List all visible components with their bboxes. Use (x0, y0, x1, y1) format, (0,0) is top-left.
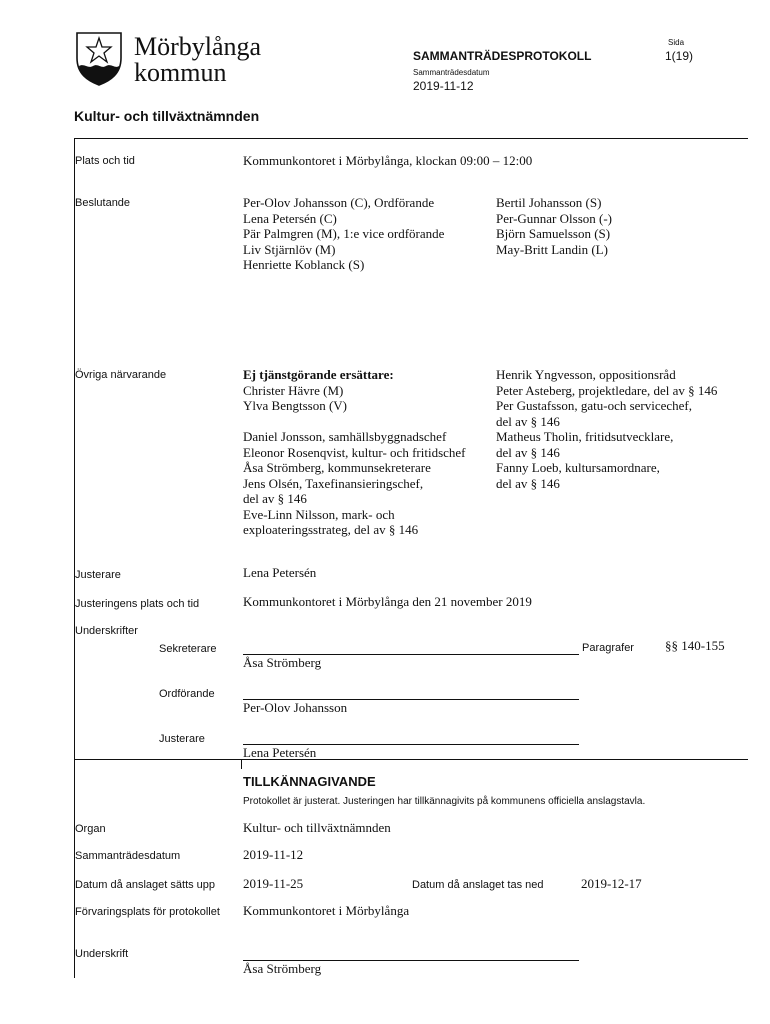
list-item: Matheus Tholin, fritidsutvecklare, (496, 429, 674, 444)
list-item: exploateringsstrateg, del av § 146 (243, 522, 419, 537)
beslutande-left-list (243, 195, 444, 273)
forvaring-label: Förvaringsplats för protokollet (75, 906, 220, 918)
list-item: Jens Olsén, Taxefinansieringschef, (243, 475, 424, 491)
paragrafer-label: Paragrafer (582, 642, 634, 654)
page-number: 1(19) (665, 49, 694, 63)
organ-value: Kultur- och tillväxtnämnden (243, 820, 391, 835)
list-item: del av § 146 (496, 413, 560, 429)
logo-line-2: kommun (134, 58, 227, 87)
list-item: Per Gustafsson, gatu-och servicechef, (496, 398, 693, 413)
list-item: Pär Palmgren (M), 1:e vice ordförande (243, 226, 445, 241)
list-item: del av § 146 (243, 491, 307, 506)
list-item: Henriette Koblanck (S) (243, 257, 365, 272)
forvaring-value: Kommunkontoret i Mörbylånga (243, 903, 410, 918)
list-item: Ylva Bengtsson (V) (243, 398, 347, 413)
beslutande-label: Beslutande (75, 197, 131, 209)
municipality-logo (74, 30, 274, 90)
tillkannagivande-text: Protokollet är justerat. Justeringen har tillkännagivits på kommunens officiella anslagstavla. (243, 796, 646, 807)
ovriga-left-list (243, 367, 466, 538)
meeting-date-label: Sammanträdesdatum (413, 68, 490, 77)
list-item: Eve-Linn Nilsson, mark- och (243, 506, 395, 522)
coat-of-arms-icon (74, 30, 124, 86)
ordforande-name: Per-Olov Johansson (243, 700, 348, 715)
sekreterare-label: Sekreterare (159, 643, 217, 655)
beslutande-right-list (496, 195, 612, 257)
list-item: May-Britt Landin (L) (496, 241, 608, 257)
plats-label: Plats och tid (75, 155, 135, 167)
list-item: Per-Olov Johansson (C), Ordförande (243, 195, 435, 210)
list-item: Fanny Loeb, kultursamordnare, (496, 460, 660, 475)
justering-label: Justeringens plats och tid (75, 598, 200, 610)
list-item: Björn Samuelsson (S) (496, 226, 611, 241)
organ-label: Organ (75, 823, 106, 835)
ordforande-label: Ordförande (159, 688, 215, 700)
list-item: Lena Petersén (C) (243, 210, 337, 226)
meeting-date: 2019-11-12 (413, 79, 474, 93)
underskrift-name: Åsa Strömberg (243, 961, 322, 976)
datum-value: 2019-11-12 (243, 847, 304, 862)
underskrift-label: Underskrift (75, 948, 129, 960)
underskrifter-label: Underskrifter (75, 625, 138, 637)
list-item: del av § 146 (496, 444, 560, 460)
list-item: Liv Stjärnlöv (M) (243, 241, 336, 257)
anslag-upp-label: Datum då anslaget sätts upp (75, 879, 216, 891)
committee-title: Kultur- och tillväxtnämnden (74, 108, 260, 124)
justerare-name: Lena Petersén (243, 745, 317, 760)
justerare-value: Lena Petersén (243, 565, 317, 580)
page-label: Sida (668, 38, 685, 47)
anslag-upp-value: 2019-11-25 (243, 876, 304, 891)
ovriga-right-list (496, 367, 717, 491)
justering-value: Kommunkontoret i Mörbylånga den 21 november 2019 (243, 594, 532, 609)
list-item: Åsa Strömberg, kommunsekreterare (243, 460, 431, 475)
paragrafer-value: §§ 140-155 (665, 638, 725, 653)
ovriga-left-heading: Ej tjänstgörande ersättare: (243, 367, 394, 382)
justerare-label: Justerare (75, 569, 121, 581)
list-item: Christer Hävre (M) (243, 382, 344, 398)
list-item: Peter Asteberg, projektledare, del av § 146 (496, 382, 718, 398)
ovriga-label: Övriga närvarande (75, 369, 167, 381)
list-item: del av § 146 (496, 475, 560, 491)
plats-value: Kommunkontoret i Mörbylånga, klockan 09:00 – 12:00 (243, 153, 533, 168)
top-rule (74, 138, 748, 139)
anslag-ned-value: 2019-12-17 (581, 876, 642, 891)
list-item: Daniel Jonsson, samhällsbyggnadschef (243, 429, 447, 444)
anslag-ned-label: Datum då anslaget tas ned (412, 879, 544, 891)
tillkannagivande-title: TILLKÄNNAGIVANDE (243, 774, 376, 789)
document-type: SAMMANTRÄDESPROTOKOLL (413, 49, 592, 63)
sekreterare-name: Åsa Strömberg (243, 655, 322, 670)
list-item: Per-Gunnar Olsson (-) (496, 210, 612, 226)
list-item: Henrik Yngvesson, oppositionsråd (496, 367, 676, 382)
list-item: Eleonor Rosenqvist, kultur- och fritidschef (243, 444, 466, 460)
section-divider-tick (241, 759, 242, 769)
justerare-sign-label: Justerare (159, 733, 205, 745)
logo-line-1: Mörbylånga (134, 32, 262, 61)
datum-label: Sammanträdesdatum (75, 850, 181, 862)
list-item: Bertil Johansson (S) (496, 195, 602, 210)
section-divider (74, 759, 748, 760)
